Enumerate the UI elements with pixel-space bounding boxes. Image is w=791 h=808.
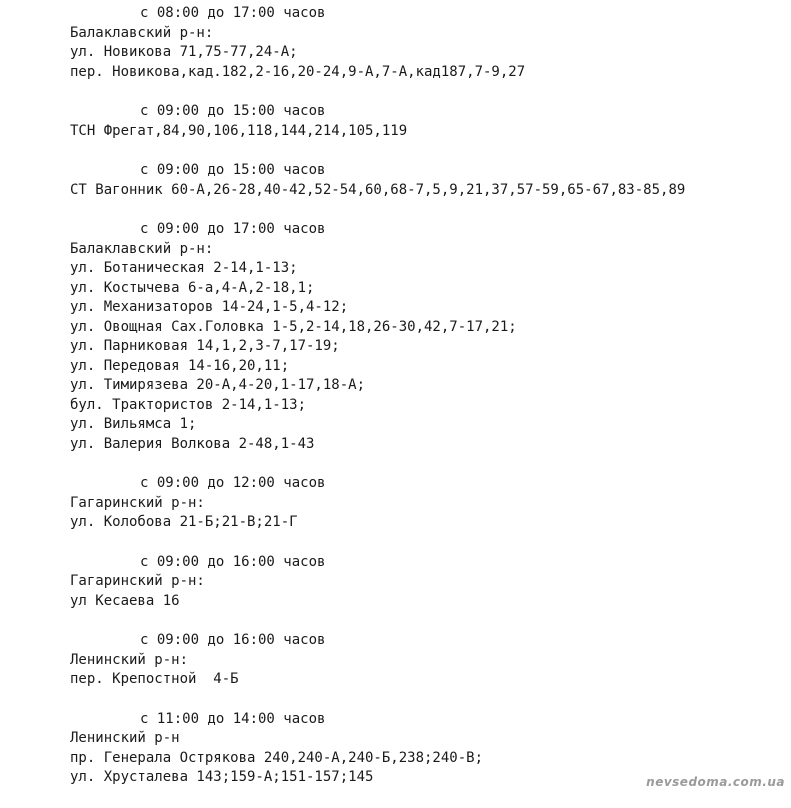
time-range: с 09:00 до 12:00 часов xyxy=(140,475,326,491)
address-line: ул. Вильямса 1; xyxy=(70,416,197,432)
address-line: ул. Механизаторов 14-24,1-5,4-12; xyxy=(70,299,349,315)
district-label: Балаклавский р-н: xyxy=(70,240,214,257)
schedule-section xyxy=(70,631,791,690)
address-line: ул. Овощная Сах.Головка 1-5,2-14,18,26-30,42,7-17,21; xyxy=(70,318,517,335)
address-line: СТ Вагонник 60-А,26-28,40-42,52-54,60,68-7,5,9,21,37,57-59,65-67,83-85,89 xyxy=(70,181,686,198)
address-line: ул. Валерия Волкова 2-48,1-43 xyxy=(70,435,315,452)
schedule-section xyxy=(70,102,791,141)
schedule-section xyxy=(70,4,791,82)
address-line: пер. Новикова,кад.182,2-16,20-24,9-А,7-А,кад187,7-9,27 xyxy=(70,63,526,80)
schedule-section xyxy=(70,161,791,200)
address-line: ул. Хрусталева 143;159-А;151-157;145 xyxy=(70,769,374,785)
schedule-section xyxy=(70,220,791,454)
address-line: бул. Трактористов 2-14,1-13; xyxy=(70,396,307,413)
district-label: Ленинский р-н xyxy=(70,730,180,746)
schedule-section xyxy=(70,553,791,612)
address-line: ул. Тимирязева 20-А,4-20,1-17,18-А; xyxy=(70,377,366,393)
district-label: Гагаринский р-н: xyxy=(70,573,205,589)
district-label: Гагаринский р-н: xyxy=(70,494,205,511)
time-range: с 09:00 до 17:00 часов xyxy=(140,221,326,237)
time-range: с 08:00 до 17:00 часов xyxy=(140,5,326,21)
outage-schedule-document xyxy=(70,4,791,808)
time-range: с 09:00 до 15:00 часов xyxy=(140,103,326,119)
address-line: ул. Новикова 71,75-77,24-А; xyxy=(70,44,298,60)
time-range: с 09:00 до 15:00 часов xyxy=(140,162,326,178)
address-line: ул. Костычева 6-а,4-А,2-18,1; xyxy=(70,279,315,296)
district-label: Балаклавский р-н: xyxy=(70,24,214,41)
address-line: ул. Парниковая 14,1,2,3-7,17-19; xyxy=(70,338,340,354)
schedule-section xyxy=(70,474,791,533)
address-line: ТСН Фрегат,84,90,106,118,144,214,105,119 xyxy=(70,122,408,139)
time-range: с 09:00 до 16:00 часов xyxy=(140,553,326,570)
address-line: ул. Ботаническая 2-14,1-13; xyxy=(70,260,298,276)
address-line: пр. Генерала Острякова 240,240-А,240-Б,238;240-В; xyxy=(70,749,484,766)
district-label: Ленинский р-н: xyxy=(70,651,189,668)
time-range: с 11:00 до 14:00 часов xyxy=(140,710,326,727)
address-line: пер. Крепостной 4-Б xyxy=(70,671,239,687)
time-range: с 09:00 до 16:00 часов xyxy=(140,632,326,648)
address-line: ул Кесаева 16 xyxy=(70,592,180,609)
address-line: ул. Передовая 14-16,20,11; xyxy=(70,357,290,374)
watermark-logo: nevsedoma.com.ua xyxy=(646,775,785,789)
address-line: ул. Колобова 21-Б;21-В;21-Г xyxy=(70,514,298,530)
